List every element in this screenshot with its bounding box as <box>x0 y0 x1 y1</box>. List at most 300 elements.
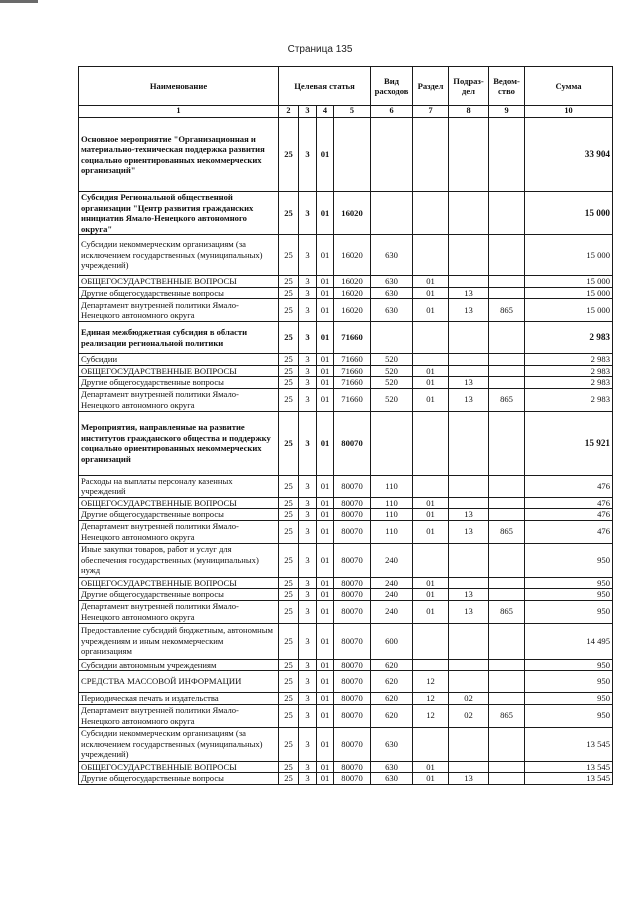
section-code <box>413 192 449 235</box>
expense-type: 630 <box>371 276 413 288</box>
header-dept: Ведом-ство <box>489 67 525 106</box>
target-code-event: 01 <box>317 276 334 288</box>
target-code-event: 01 <box>317 475 334 497</box>
target-code-subprogram: 3 <box>299 235 317 276</box>
table-row <box>79 693 613 705</box>
subsection-code <box>449 276 489 288</box>
expense-type: 240 <box>371 577 413 589</box>
target-code-subprogram: 3 <box>299 543 317 577</box>
target-code-event: 01 <box>317 659 334 671</box>
target-code-subprogram: 3 <box>299 377 317 389</box>
department-code: 865 <box>489 704 525 727</box>
target-code-program: 25 <box>279 509 299 521</box>
target-code-direction: 71660 <box>334 377 371 389</box>
target-code-direction: 16020 <box>334 287 371 299</box>
subsection-code <box>449 322 489 354</box>
department-code: 865 <box>489 299 525 322</box>
target-code-event: 01 <box>317 365 334 377</box>
target-code-subprogram: 3 <box>299 623 317 659</box>
subsection-code <box>449 475 489 497</box>
department-code: 865 <box>489 520 525 543</box>
header-sum: Сумма <box>525 67 613 106</box>
target-code-subprogram: 3 <box>299 520 317 543</box>
subsection-code: 02 <box>449 704 489 727</box>
expense-type: 620 <box>371 693 413 705</box>
target-code-program: 25 <box>279 354 299 366</box>
page-number: Страница 135 <box>287 44 353 55</box>
target-code-subprogram: 3 <box>299 299 317 322</box>
target-code-event: 01 <box>317 671 334 693</box>
target-code-subprogram: 3 <box>299 322 317 354</box>
column-number: 4 <box>317 106 334 118</box>
section-code: 12 <box>413 671 449 693</box>
target-code-program: 25 <box>279 276 299 288</box>
expense-type <box>371 411 413 475</box>
section-code <box>413 118 449 192</box>
subsection-code <box>449 411 489 475</box>
target-code-event: 01 <box>317 577 334 589</box>
row-name: Единая межбюджетная субсидия в области реализации региональной политики <box>79 322 279 354</box>
target-code-program: 25 <box>279 577 299 589</box>
target-code-program: 25 <box>279 235 299 276</box>
expense-type: 620 <box>371 671 413 693</box>
expense-type: 110 <box>371 509 413 521</box>
row-name: Субсидии <box>79 354 279 366</box>
column-number: 3 <box>299 106 317 118</box>
target-code-direction: 71660 <box>334 365 371 377</box>
section-code: 01 <box>413 287 449 299</box>
target-code-program: 25 <box>279 671 299 693</box>
section-code: 01 <box>413 377 449 389</box>
expense-type <box>371 322 413 354</box>
row-name: Мероприятия, направленные на развитие институтов гражданского общества и поддержку социально ориентированных некоммерческих организаций <box>79 411 279 475</box>
column-number: 6 <box>371 106 413 118</box>
table-header-row <box>79 67 613 106</box>
expense-type: 520 <box>371 377 413 389</box>
target-code-program: 25 <box>279 761 299 773</box>
table-row <box>79 659 613 671</box>
target-code-direction: 71660 <box>334 322 371 354</box>
table-row <box>79 623 613 659</box>
section-code: 01 <box>413 589 449 601</box>
column-number: 2 <box>279 106 299 118</box>
row-sum: 14 495 <box>525 623 613 659</box>
scan-corner-mark <box>0 0 38 3</box>
target-code-program: 25 <box>279 377 299 389</box>
expense-type: 520 <box>371 388 413 411</box>
department-code <box>489 411 525 475</box>
department-code <box>489 543 525 577</box>
row-name: Субсидии некоммерческим организациям (за исключением государственных (муниципальных) учреждений) <box>79 727 279 761</box>
target-code-subprogram: 3 <box>299 693 317 705</box>
department-code <box>489 377 525 389</box>
target-code-program: 25 <box>279 365 299 377</box>
department-code <box>489 365 525 377</box>
subsection-code <box>449 497 489 509</box>
target-code-event: 01 <box>317 192 334 235</box>
target-code-subprogram: 3 <box>299 287 317 299</box>
subsection-code: 13 <box>449 509 489 521</box>
table-row <box>79 118 613 192</box>
section-code: 01 <box>413 520 449 543</box>
target-code-subprogram: 3 <box>299 118 317 192</box>
target-code-program: 25 <box>279 623 299 659</box>
target-code-program: 25 <box>279 520 299 543</box>
expense-type: 110 <box>371 475 413 497</box>
section-code: 01 <box>413 761 449 773</box>
target-code-direction: 80070 <box>334 543 371 577</box>
target-code-program: 25 <box>279 299 299 322</box>
subsection-code <box>449 192 489 235</box>
row-sum: 950 <box>525 589 613 601</box>
section-code: 01 <box>413 509 449 521</box>
row-sum: 950 <box>525 704 613 727</box>
target-code-event: 01 <box>317 287 334 299</box>
section-code: 01 <box>413 388 449 411</box>
subsection-code <box>449 577 489 589</box>
target-code-program: 25 <box>279 118 299 192</box>
target-code-program: 25 <box>279 727 299 761</box>
row-name: Периодическая печать и издательства <box>79 693 279 705</box>
target-code-direction: 80070 <box>334 411 371 475</box>
row-name: Департамент внутренней политики Ямало-Ненецкого автономного округа <box>79 600 279 623</box>
target-code-subprogram: 3 <box>299 365 317 377</box>
target-code-subprogram: 3 <box>299 475 317 497</box>
target-code-direction: 80070 <box>334 671 371 693</box>
row-sum: 2 983 <box>525 354 613 366</box>
section-code <box>413 411 449 475</box>
target-code-program: 25 <box>279 475 299 497</box>
row-sum: 950 <box>525 600 613 623</box>
subsection-code <box>449 659 489 671</box>
table-row <box>79 577 613 589</box>
column-number: 9 <box>489 106 525 118</box>
target-code-subprogram: 3 <box>299 509 317 521</box>
department-code <box>489 589 525 601</box>
subsection-code: 13 <box>449 520 489 543</box>
row-name: Другие общегосударственные вопросы <box>79 377 279 389</box>
section-code <box>413 543 449 577</box>
subsection-code <box>449 118 489 192</box>
table-row <box>79 773 613 785</box>
target-code-direction: 80070 <box>334 623 371 659</box>
row-name: Департамент внутренней политики Ямало-Ненецкого автономного округа <box>79 388 279 411</box>
row-sum: 15 000 <box>525 287 613 299</box>
expense-type: 630 <box>371 299 413 322</box>
row-sum: 15 000 <box>525 192 613 235</box>
row-name: Субсидия Региональной общественной организации "Центр развития гражданских инициатив Ямало-Ненецкого автономного округа" <box>79 192 279 235</box>
table-row <box>79 388 613 411</box>
target-code-event: 01 <box>317 520 334 543</box>
row-sum: 15 921 <box>525 411 613 475</box>
department-code <box>489 509 525 521</box>
target-code-program: 25 <box>279 322 299 354</box>
expense-type: 240 <box>371 600 413 623</box>
subsection-code: 13 <box>449 600 489 623</box>
target-code-direction: 16020 <box>334 235 371 276</box>
target-code-event: 01 <box>317 235 334 276</box>
table-row <box>79 411 613 475</box>
table-row <box>79 235 613 276</box>
row-sum: 476 <box>525 497 613 509</box>
target-code-direction: 71660 <box>334 354 371 366</box>
target-code-event: 01 <box>317 600 334 623</box>
target-code-direction: 80070 <box>334 520 371 543</box>
section-code <box>413 475 449 497</box>
row-name: Департамент внутренней политики Ямало-Ненецкого автономного округа <box>79 704 279 727</box>
target-code-direction: 80070 <box>334 600 371 623</box>
target-code-subprogram: 3 <box>299 671 317 693</box>
target-code-direction: 80070 <box>334 589 371 601</box>
expense-type: 520 <box>371 354 413 366</box>
section-code: 01 <box>413 600 449 623</box>
target-code-subprogram: 3 <box>299 761 317 773</box>
table-row <box>79 671 613 693</box>
table-row <box>79 475 613 497</box>
target-code-program: 25 <box>279 600 299 623</box>
department-code <box>489 354 525 366</box>
header-type: Вид расходов <box>371 67 413 106</box>
expense-type: 110 <box>371 520 413 543</box>
target-code-program: 25 <box>279 192 299 235</box>
target-code-subprogram: 3 <box>299 589 317 601</box>
section-code <box>413 322 449 354</box>
expense-type: 600 <box>371 623 413 659</box>
table-row <box>79 377 613 389</box>
department-code <box>489 235 525 276</box>
row-sum: 950 <box>525 659 613 671</box>
target-code-event: 01 <box>317 388 334 411</box>
section-code <box>413 354 449 366</box>
expense-type: 240 <box>371 589 413 601</box>
header-name: Наименование <box>79 67 279 106</box>
section-code: 01 <box>413 299 449 322</box>
table-row <box>79 287 613 299</box>
target-code-event: 01 <box>317 497 334 509</box>
target-code-subprogram: 3 <box>299 411 317 475</box>
target-code-program: 25 <box>279 589 299 601</box>
table-row <box>79 276 613 288</box>
row-sum: 2 983 <box>525 388 613 411</box>
table-row <box>79 354 613 366</box>
column-number: 5 <box>334 106 371 118</box>
table-row <box>79 600 613 623</box>
target-code-event: 01 <box>317 761 334 773</box>
department-code <box>489 322 525 354</box>
expense-type: 110 <box>371 497 413 509</box>
header-subsection: Подраз-дел <box>449 67 489 106</box>
target-code-subprogram: 3 <box>299 388 317 411</box>
table-row <box>79 761 613 773</box>
target-code-event: 01 <box>317 299 334 322</box>
target-code-event: 01 <box>317 322 334 354</box>
department-code <box>489 623 525 659</box>
expense-type: 630 <box>371 235 413 276</box>
target-code-event: 01 <box>317 543 334 577</box>
target-code-direction: 80070 <box>334 693 371 705</box>
subsection-code: 02 <box>449 693 489 705</box>
target-code-direction: 71660 <box>334 388 371 411</box>
section-code: 01 <box>413 577 449 589</box>
column-number: 1 <box>79 106 279 118</box>
target-code-event: 01 <box>317 118 334 192</box>
target-code-direction: 80070 <box>334 704 371 727</box>
row-name: ОБЩЕГОСУДАРСТВЕННЫЕ ВОПРОСЫ <box>79 577 279 589</box>
department-code <box>489 773 525 785</box>
expense-type: 630 <box>371 761 413 773</box>
row-name: Иные закупки товаров, работ и услуг для обеспечения государственных (муниципальных) нужд <box>79 543 279 577</box>
target-code-direction: 80070 <box>334 659 371 671</box>
target-code-subprogram: 3 <box>299 659 317 671</box>
target-code-program: 25 <box>279 659 299 671</box>
subsection-code: 13 <box>449 589 489 601</box>
department-code <box>489 497 525 509</box>
target-code-subprogram: 3 <box>299 276 317 288</box>
row-sum: 15 000 <box>525 276 613 288</box>
target-code-subprogram: 3 <box>299 704 317 727</box>
row-name: Другие общегосударственные вопросы <box>79 589 279 601</box>
table-row <box>79 509 613 521</box>
row-sum: 950 <box>525 693 613 705</box>
row-sum: 13 545 <box>525 761 613 773</box>
target-code-program: 25 <box>279 497 299 509</box>
row-name: Департамент внутренней политики Ямало-Ненецкого автономного округа <box>79 299 279 322</box>
table-row <box>79 365 613 377</box>
department-code <box>489 693 525 705</box>
column-number-row <box>79 106 613 118</box>
target-code-direction <box>334 118 371 192</box>
subsection-code <box>449 671 489 693</box>
row-name: ОБЩЕГОСУДАРСТВЕННЫЕ ВОПРОСЫ <box>79 497 279 509</box>
row-name: Субсидии некоммерческим организациям (за исключением государственных (муниципальных) учреждений) <box>79 235 279 276</box>
expense-type <box>371 118 413 192</box>
target-code-subprogram: 3 <box>299 600 317 623</box>
target-code-program: 25 <box>279 543 299 577</box>
row-name: Другие общегосударственные вопросы <box>79 509 279 521</box>
row-sum: 950 <box>525 543 613 577</box>
target-code-subprogram: 3 <box>299 354 317 366</box>
section-code <box>413 727 449 761</box>
department-code <box>489 671 525 693</box>
subsection-code: 13 <box>449 773 489 785</box>
header-target: Целевая статья <box>279 67 371 106</box>
section-code <box>413 235 449 276</box>
target-code-program: 25 <box>279 704 299 727</box>
subsection-code: 13 <box>449 388 489 411</box>
table-row <box>79 727 613 761</box>
department-code <box>489 659 525 671</box>
table-row <box>79 520 613 543</box>
subsection-code <box>449 623 489 659</box>
target-code-subprogram: 3 <box>299 497 317 509</box>
section-code <box>413 623 449 659</box>
target-code-program: 25 <box>279 693 299 705</box>
row-name: Департамент внутренней политики Ямало-Ненецкого автономного округа <box>79 520 279 543</box>
expense-type: 520 <box>371 365 413 377</box>
target-code-subprogram: 3 <box>299 727 317 761</box>
target-code-subprogram: 3 <box>299 773 317 785</box>
section-code: 01 <box>413 497 449 509</box>
section-code: 12 <box>413 693 449 705</box>
row-name: Расходы на выплаты персоналу казенных учреждений <box>79 475 279 497</box>
section-code: 01 <box>413 365 449 377</box>
department-code <box>489 577 525 589</box>
row-sum: 476 <box>525 509 613 521</box>
section-code: 01 <box>413 773 449 785</box>
column-number: 10 <box>525 106 613 118</box>
target-code-direction: 16020 <box>334 299 371 322</box>
expense-type: 630 <box>371 727 413 761</box>
header-section: Раздел <box>413 67 449 106</box>
department-code <box>489 276 525 288</box>
row-sum: 950 <box>525 671 613 693</box>
table-row <box>79 497 613 509</box>
target-code-program: 25 <box>279 411 299 475</box>
target-code-event: 01 <box>317 704 334 727</box>
target-code-direction: 16020 <box>334 192 371 235</box>
row-sum: 15 000 <box>525 235 613 276</box>
row-name: Другие общегосударственные вопросы <box>79 287 279 299</box>
target-code-program: 25 <box>279 388 299 411</box>
subsection-code <box>449 365 489 377</box>
target-code-event: 01 <box>317 377 334 389</box>
table-row <box>79 543 613 577</box>
department-code <box>489 761 525 773</box>
target-code-direction: 80070 <box>334 497 371 509</box>
subsection-code <box>449 543 489 577</box>
row-sum: 2 983 <box>525 377 613 389</box>
department-code: 865 <box>489 600 525 623</box>
row-sum: 2 983 <box>525 365 613 377</box>
department-code <box>489 727 525 761</box>
department-code <box>489 118 525 192</box>
row-name: ОБЩЕГОСУДАРСТВЕННЫЕ ВОПРОСЫ <box>79 365 279 377</box>
table-row <box>79 299 613 322</box>
target-code-event: 01 <box>317 509 334 521</box>
section-code: 12 <box>413 704 449 727</box>
expense-type: 630 <box>371 287 413 299</box>
row-sum: 476 <box>525 475 613 497</box>
subsection-code: 13 <box>449 377 489 389</box>
target-code-program: 25 <box>279 773 299 785</box>
row-sum: 33 904 <box>525 118 613 192</box>
target-code-direction: 80070 <box>334 761 371 773</box>
row-sum: 13 545 <box>525 773 613 785</box>
target-code-subprogram: 3 <box>299 192 317 235</box>
budget-table <box>78 66 613 785</box>
row-sum: 950 <box>525 577 613 589</box>
section-code <box>413 659 449 671</box>
row-name: Субсидии автономным учреждениям <box>79 659 279 671</box>
target-code-event: 01 <box>317 354 334 366</box>
subsection-code <box>449 727 489 761</box>
row-name: Другие общегосударственные вопросы <box>79 773 279 785</box>
row-name: Основное мероприятие "Организационная и материально-техническая поддержка развития социально ориентированных некоммерческих организаций" <box>79 118 279 192</box>
section-code: 01 <box>413 276 449 288</box>
expense-type <box>371 192 413 235</box>
row-name: ОБЩЕГОСУДАРСТВЕННЫЕ ВОПРОСЫ <box>79 761 279 773</box>
subsection-code <box>449 235 489 276</box>
row-name: СРЕДСТВА МАССОВОЙ ИНФОРМАЦИИ <box>79 671 279 693</box>
target-code-subprogram: 3 <box>299 577 317 589</box>
row-sum: 13 545 <box>525 727 613 761</box>
column-number: 8 <box>449 106 489 118</box>
table-row <box>79 322 613 354</box>
target-code-direction: 16020 <box>334 276 371 288</box>
department-code: 865 <box>489 388 525 411</box>
row-sum: 15 000 <box>525 299 613 322</box>
target-code-direction: 80070 <box>334 773 371 785</box>
